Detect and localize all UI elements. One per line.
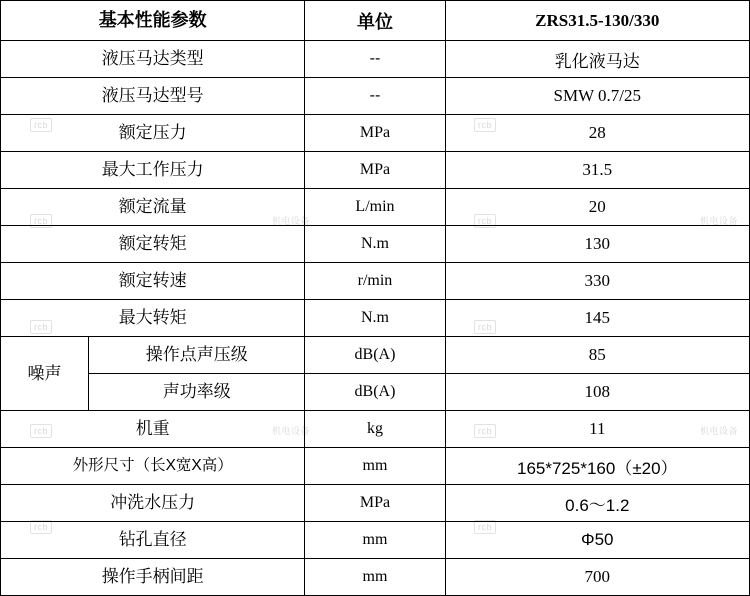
row-value: 85 [445, 337, 749, 374]
table-row [1, 189, 750, 226]
watermark-mark: rcb [30, 520, 52, 534]
header-cell-value: ZRS31.5-130/330 [445, 1, 749, 41]
row-label: 额定转速 [1, 263, 305, 300]
header-cell-name: 基本性能参数 [1, 1, 305, 41]
row-unit: mm [305, 559, 445, 596]
row-label: 钻孔直径 [1, 522, 305, 559]
row-unit: MPa [305, 485, 445, 522]
watermark-mark: rcb [30, 118, 52, 132]
row-value: 11 [445, 411, 749, 448]
watermark-mark: rcb [474, 118, 496, 132]
row-unit: N.m [305, 226, 445, 263]
row-value: 145 [445, 300, 749, 337]
row-label: 机重 [1, 411, 305, 448]
row-value: 108 [445, 374, 749, 411]
table-row [1, 226, 750, 263]
table-row-noise-pressure [1, 337, 750, 374]
row-label: 额定压力 [1, 115, 305, 152]
table-row [1, 485, 750, 522]
row-label: 冲洗水压力 [1, 485, 305, 522]
table-row [1, 78, 750, 115]
row-unit: L/min [305, 189, 445, 226]
row-unit: dB(A) [305, 337, 445, 374]
watermark-mark: rcb [30, 214, 52, 228]
table-row-noise-power [1, 374, 750, 411]
row-value: 20 [445, 189, 749, 226]
table-row [1, 115, 750, 152]
table-body [1, 1, 750, 596]
watermark-mark: 机电设备 [272, 426, 311, 436]
table-row [1, 559, 750, 596]
row-value: SMW 0.7/25 [445, 78, 749, 115]
watermark-mark: 机电设备 [272, 216, 311, 226]
table-row [1, 300, 750, 337]
row-label: 额定流量 [1, 189, 305, 226]
row-value: 165*725*160（±20） [445, 448, 749, 485]
table-row [1, 448, 750, 485]
row-unit: mm [305, 448, 445, 485]
row-value: 130 [445, 226, 749, 263]
row-value: 700 [445, 559, 749, 596]
row-value: 28 [445, 115, 749, 152]
row-label: 操作点声压级 [89, 337, 305, 374]
watermark-mark: 机电设备 [700, 216, 739, 226]
row-unit: -- [305, 78, 445, 115]
row-value: 31.5 [445, 152, 749, 189]
watermark-mark: 机电设备 [700, 426, 739, 436]
table-row [1, 41, 750, 78]
header-cell-unit: 单位 [305, 1, 445, 41]
row-unit: dB(A) [305, 374, 445, 411]
row-label: 外形尺寸（长X宽X高） [1, 448, 305, 485]
row-value: 0.6～1.2 [445, 485, 749, 522]
table-row [1, 263, 750, 300]
watermark-mark: rcb [474, 424, 496, 438]
row-unit: -- [305, 41, 445, 78]
watermark-mark: rcb [474, 520, 496, 534]
row-value: 乳化液马达 [445, 41, 749, 78]
row-unit: N.m [305, 300, 445, 337]
table-row [1, 522, 750, 559]
row-unit: MPa [305, 152, 445, 189]
row-label: 液压马达类型 [1, 41, 305, 78]
row-label: 液压马达型号 [1, 78, 305, 115]
row-unit: kg [305, 411, 445, 448]
row-unit: MPa [305, 115, 445, 152]
watermark-mark: rcb [30, 424, 52, 438]
table-header-row [1, 1, 750, 41]
row-label: 操作手柄间距 [1, 559, 305, 596]
row-value: Φ50 [445, 522, 749, 559]
row-unit: r/min [305, 263, 445, 300]
noise-group-label: 噪声 [1, 337, 89, 411]
watermark-mark: rcb [474, 320, 496, 334]
table-row [1, 411, 750, 448]
row-value: 330 [445, 263, 749, 300]
row-unit: mm [305, 522, 445, 559]
watermark-mark: rcb [474, 214, 496, 228]
row-label: 声功率级 [89, 374, 305, 411]
watermark-mark: rcb [30, 320, 52, 334]
row-label: 额定转矩 [1, 226, 305, 263]
row-label: 最大工作压力 [1, 152, 305, 189]
table-row [1, 152, 750, 189]
row-label: 最大转矩 [1, 300, 305, 337]
